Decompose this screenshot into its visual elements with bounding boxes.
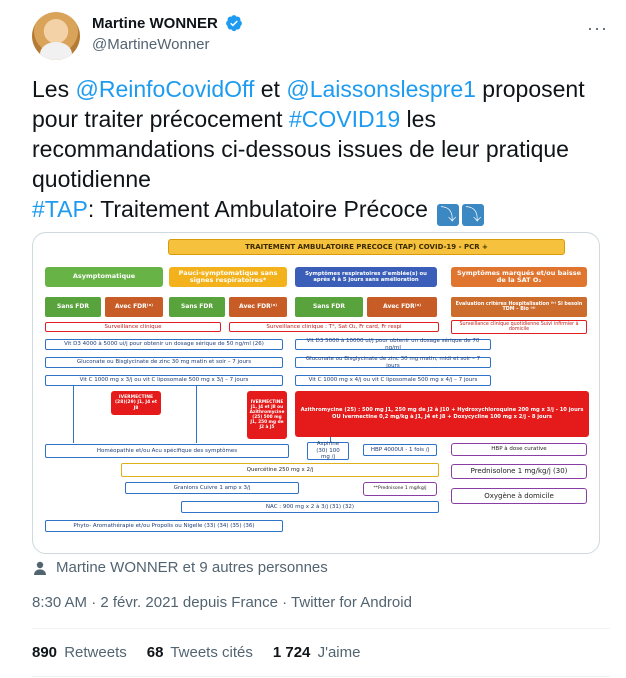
mention-link[interactable]: @Laissonslespre1 xyxy=(286,76,476,102)
azithromycine-protocol: Azithromycine (25) : 500 mg J1, 250 mg de J2 à J10 + Hydroxychloroquine 200 mg x 3/j - 10 jours OU Ivermectine 0,2 mg/kg à J1, J4 et J8 + Doxycycline 100 mg x 2/j - 8 jours xyxy=(295,391,589,437)
hashtag-link[interactable]: #COVID19 xyxy=(288,106,401,132)
tweet-text xyxy=(32,74,592,226)
surveillance-clinique-3: Surveillance clinique quotidienne Suivi infirmier à domicile xyxy=(451,320,587,334)
tweet-text-part: les recommandations ci-dessous issues de leur pratique quotidienne xyxy=(32,106,569,192)
likes-label: J'aime xyxy=(317,644,361,661)
person-icon xyxy=(32,560,48,576)
homeopathie: Homéopathie et/ou Acu spécifique des symptômes xyxy=(45,444,289,458)
header-marques: Symptômes marqués et/ou baisse de la SAT O₂ xyxy=(451,267,587,287)
arrow-down-emoji-icon: ⤵ xyxy=(462,204,484,226)
tweet-text-part: Les xyxy=(32,76,76,102)
connector-line xyxy=(73,386,74,443)
granions-cuivre: Granions Cuivre 1 amp x 3/j xyxy=(125,482,299,494)
retweets-count: 890 xyxy=(32,644,58,661)
tap-infographic xyxy=(33,233,599,553)
vitamine-c-2: Vit C 1000 mg x 4/j ou vit C liposomale 500 mg x 4/j – 7 jours xyxy=(295,375,491,386)
verified-badge-icon xyxy=(225,14,243,32)
quotes-stat[interactable] xyxy=(147,644,253,661)
phytotherapie: Phyto- Aromathérapie et/ou Propolis ou Nigelle (33) (34) (35) (36) xyxy=(45,520,283,532)
display-name[interactable]: Martine WONNER xyxy=(92,14,218,32)
surveillance-clinique-1: Surveillance clinique xyxy=(45,322,221,332)
sans-fdr-2: Sans FDR xyxy=(169,297,225,317)
quercetine: Quercétine 250 mg x 2/j xyxy=(121,463,439,477)
vitamine-c-1: Vit C 1000 mg x 3/j ou vit C liposomale 500 mg x 3/j – 7 jours xyxy=(45,375,283,386)
tweet-stats xyxy=(32,644,360,661)
tweet-header xyxy=(32,12,612,64)
header-asymptomatique: Asymptomatique xyxy=(45,267,163,287)
divider xyxy=(32,628,610,629)
ivermectine-2: IVERMECTINE J1, J4 et J8 ou Azithromycine (25) 500 mg J1, 250 mg de J2 à J5 xyxy=(247,391,287,439)
zinc-1: Gluconate ou Bisglycinate de zinc 30 mg matin et soir – 7 jours xyxy=(45,357,283,368)
header-pauci: Pauci-symptomatique sans signes respiratoires* xyxy=(169,267,287,287)
retweets-stat[interactable] xyxy=(32,644,127,661)
hashtag-link[interactable]: #TAP xyxy=(32,196,88,222)
hbp-dose-curative: HBP à dose curative xyxy=(451,443,587,456)
prednisolone: Prednisolone 1 mg/kg/j (30) xyxy=(451,464,587,479)
connector-line xyxy=(196,386,197,443)
tweet-text-part: et xyxy=(254,76,287,102)
likes-stat[interactable] xyxy=(273,644,361,661)
surveillance-clinique-2: Surveillance clinique : T°, Sat O₂, Fr card, Fr respi xyxy=(229,322,439,332)
likers-text[interactable]: Martine WONNER et 9 autres personnes xyxy=(56,559,328,576)
vitamine-d-1: Vit D3 4000 à 5000 ui/j pour obtenir un dosage sérique de 50 ng/ml (26) xyxy=(45,339,283,350)
arrow-down-emoji-icon: ⤵ xyxy=(437,204,459,226)
quotes-label: Tweets cités xyxy=(170,644,253,661)
likes-count: 1 724 xyxy=(272,644,311,661)
oxygene-domicile: Oxygène à domicile xyxy=(451,488,587,504)
mention-link[interactable]: @ReinfoCovidOff xyxy=(75,76,255,102)
divider xyxy=(32,676,610,677)
aspirine: Aspirine (30) 100 mg /j xyxy=(307,442,349,460)
more-horizontal-icon[interactable]: ··· xyxy=(587,18,608,38)
avec-fdr-1: Avec FDR⁽ᵃ⁾ xyxy=(105,297,163,317)
sans-fdr-3: Sans FDR xyxy=(295,297,363,317)
vitamine-d-2: Vit D3 5000 à 10000 ui/j pour obtenir un dosage sérique de 70 ng/ml xyxy=(295,339,491,350)
zinc-2: Gluconate ou Bisglycinate de zinc 30 mg matin, midi et soir – 7 jours xyxy=(295,357,491,368)
hbp-4000: HBP 4000UI - 1 fois /j xyxy=(363,444,437,456)
avatar[interactable] xyxy=(32,12,80,60)
tweet-text-part: : Traitement Ambulatoire Précoce xyxy=(87,196,435,222)
sans-fdr-1: Sans FDR xyxy=(45,297,101,317)
tweet-timestamp[interactable]: 8:30 AM · 2 févr. 2021 depuis France · Twitter for Android xyxy=(32,594,412,611)
likers-row[interactable] xyxy=(32,559,328,576)
quotes-count: 68 xyxy=(146,644,164,661)
nac: NAC : 900 mg x 2 à 3/j (31) (32) xyxy=(181,501,439,513)
avec-fdr-2: Avec FDR⁽ᵃ⁾ xyxy=(229,297,287,317)
ivermectine-1: IVERMECTINE (28)(29) J1, J4 et J8 xyxy=(111,391,161,415)
handle[interactable]: @MartineWonner xyxy=(92,36,210,54)
retweets-label: Retweets xyxy=(64,644,127,661)
avec-fdr-3: Avec FDR⁽ᵃ⁾ xyxy=(367,297,437,317)
author-block[interactable] xyxy=(92,14,243,53)
tweet-text-part: proposent pour traiter précocement xyxy=(32,76,585,132)
prednisone: **Prednisone 1 mg/kg/j xyxy=(363,482,437,496)
tweet-media-image[interactable] xyxy=(32,232,600,554)
evaluation-hospitalisation: Evaluation critères Hospitalisation ⁽ᵇ⁾ Si besoin TDM – Bio ⁽ᵈ⁾ xyxy=(451,297,587,317)
header-respiratoires: Symptômes respiratoires d'emblée(s) ou après 4 à 5 jours sans amélioration xyxy=(295,267,437,287)
infographic-title: TRAITEMENT AMBULATOIRE PRECOCE (TAP) COVID-19 - PCR + xyxy=(168,239,565,255)
